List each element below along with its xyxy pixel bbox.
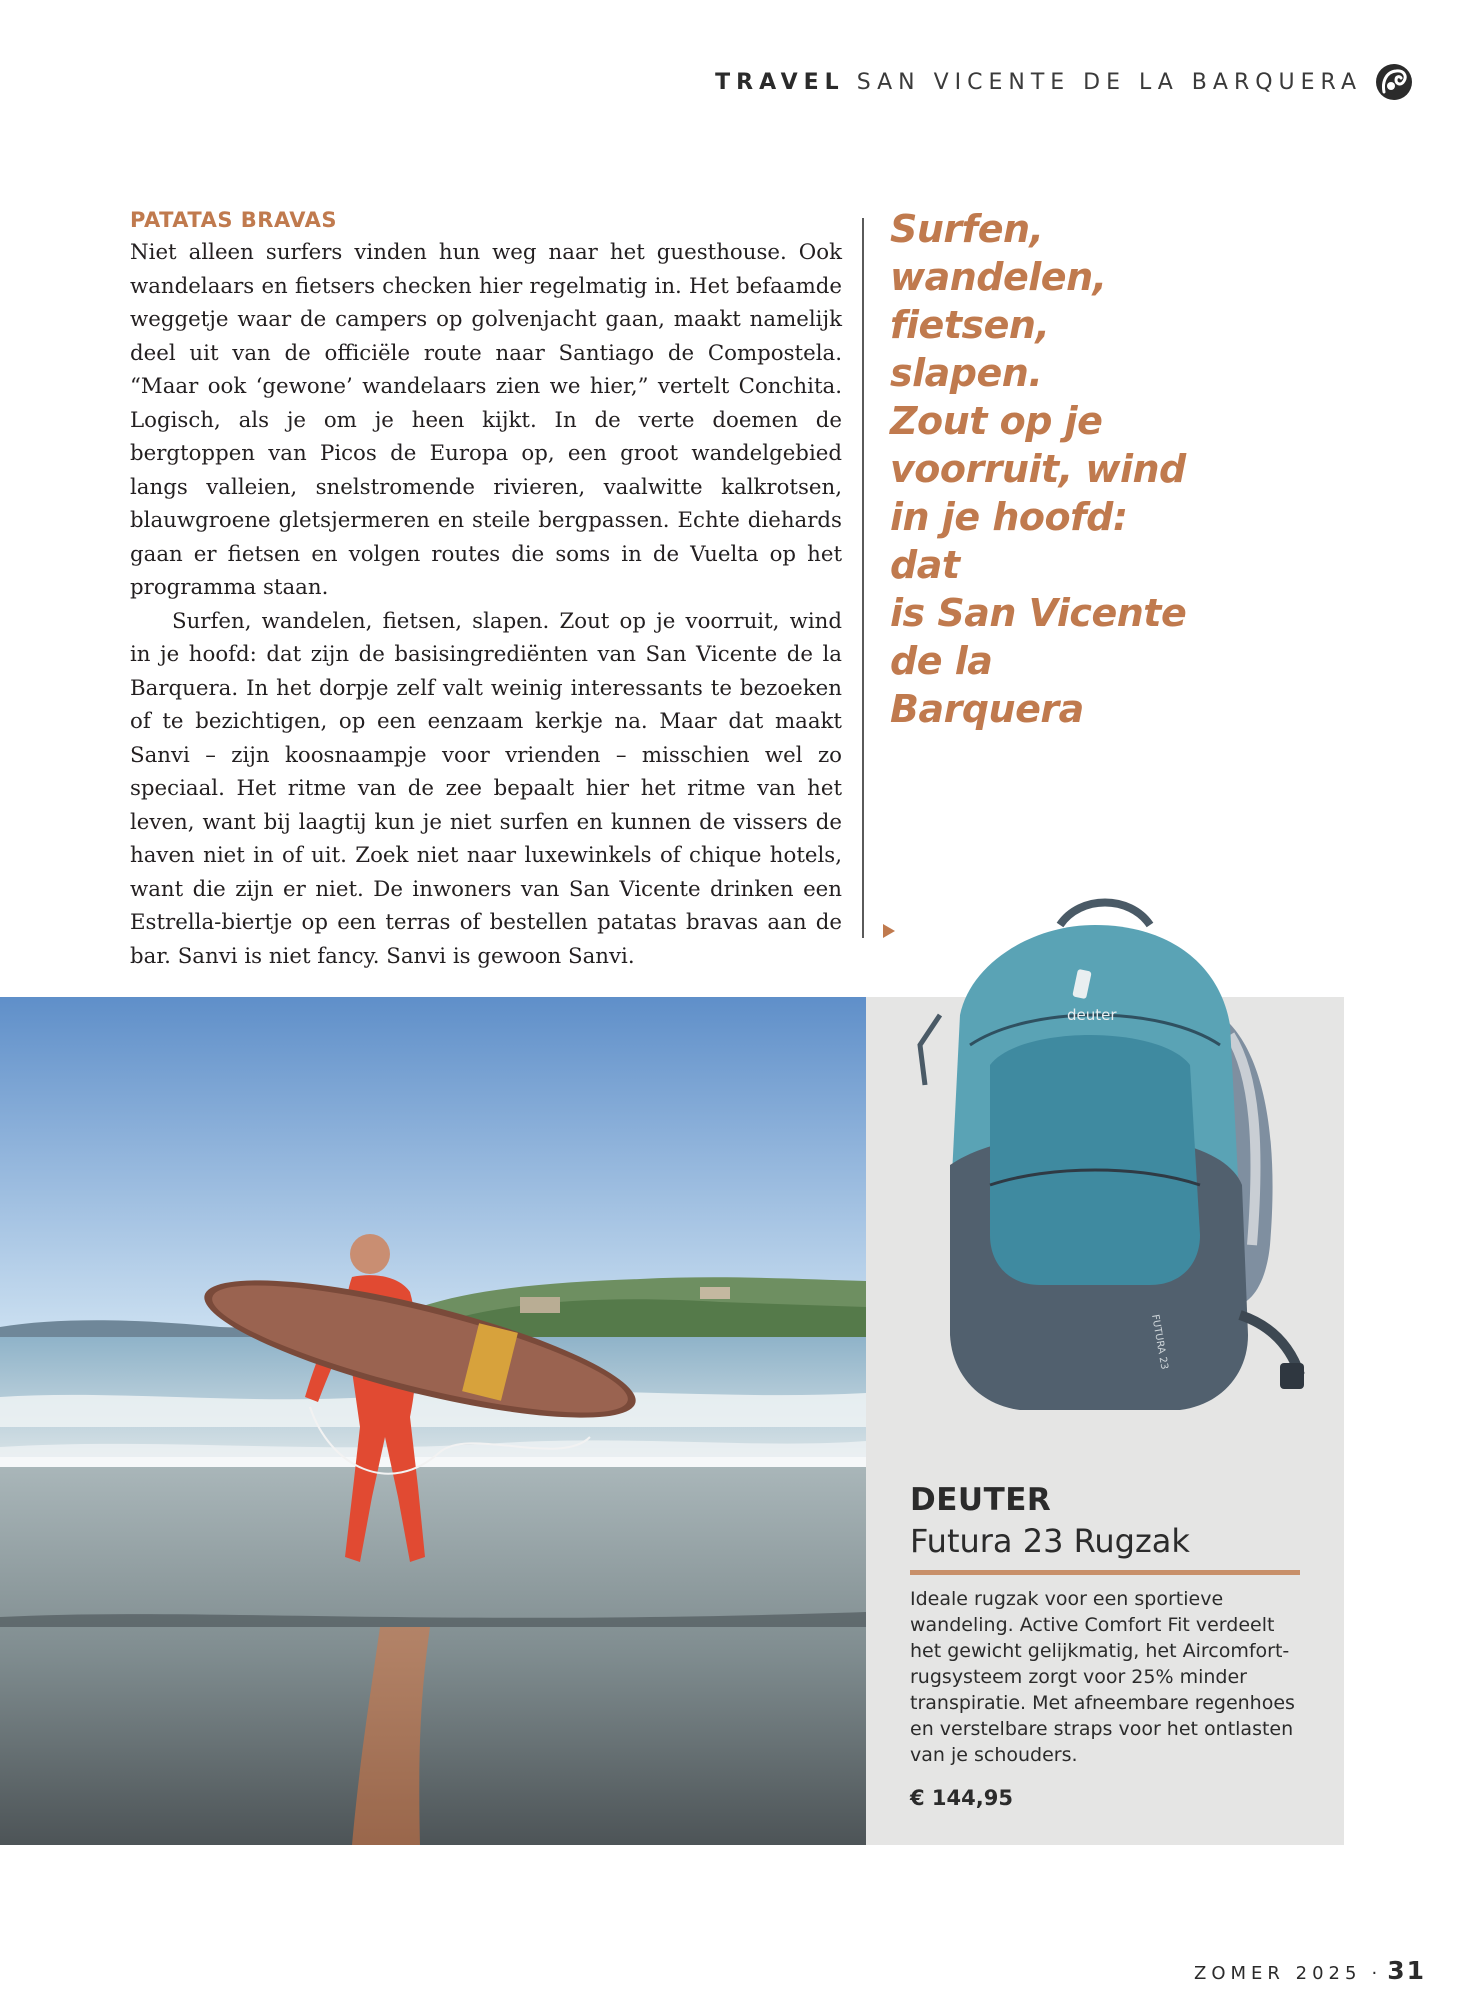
article-paragraph: Surfen, wandelen, fietsen, slapen. Zout op je voorruit, wind in je hoofd: dat zijn de basisingrediënten van San Vicente de la Barquera. In het dorpje zelf valt weinig interessants te bezoeken of te bezichtigen, op een eenzaam kerkje na. Maar dat maakt Sanvi – zijn koosnaampje voor vrienden – misschien wel zo speciaal. Het ritme van de zee bepaalt hier het ritme van het leven, want bij laagtij kun je niet surfen en kunnen de vissers de haven niet in of uit. Zoek niet naar luxewinkels of chique hotels, want die zijn er niet. De inwoners van San Vicente drinken een Estrella-biertje op een terras of bestellen patatas bravas aan de bar. Sanvi is niet fancy. Sanvi is gewoon Sanvi. — [130, 608, 842, 969]
page-number: 31 — [1387, 1956, 1426, 1985]
pull-quote-line: is San Vicente — [890, 591, 1187, 635]
page-folio — [1194, 1956, 1426, 1985]
place-label: SAN VICENTE DE LA BARQUERA — [856, 69, 1362, 95]
pull-quote-line: Surfen, — [890, 207, 1044, 251]
article-text — [130, 236, 842, 973]
product-description: Ideale rugzak voor een sportieve wandeling. Active Comfort Fit verdeelt het gewicht gelijkmatig, het Aircomfort-rugsysteem zorgt voor 25% minder transpiratie. Met afneembare regenhoes en verstelbare straps voor het ontlasten van je schouders. — [910, 1588, 1295, 1766]
product-price: € 144,95 — [910, 1786, 1013, 1810]
pull-quote — [890, 205, 1190, 733]
pull-quote-line: voorruit, wind — [890, 447, 1186, 491]
issue-label: ZOMER 2025 — [1194, 1963, 1362, 1984]
product-brand: DEUTER — [910, 1482, 1052, 1518]
pull-quote-line: in je hoofd: dat — [890, 495, 1128, 587]
backpack-logo: deuter — [1067, 1006, 1117, 1024]
pull-quote-line: wandelen, — [890, 255, 1107, 299]
pull-quote-line: Zout op je — [890, 399, 1103, 443]
column-divider — [862, 218, 864, 938]
pull-quote-line: fietsen, slapen. — [890, 303, 1050, 395]
folio-separator: · — [1371, 1963, 1378, 1984]
backpack-side-print: FUTURA 23 — [1149, 1313, 1170, 1371]
product-divider — [910, 1570, 1300, 1575]
article-body — [130, 208, 842, 973]
squirrel-logo-icon — [1374, 62, 1414, 102]
article-subhead: PATATAS BRAVAS — [130, 208, 337, 232]
running-head — [715, 62, 1414, 102]
surfer-photo — [0, 997, 866, 1845]
section-label: TRAVEL — [715, 69, 845, 95]
product-model: Futura 23 Rugzak — [910, 1522, 1190, 1560]
article-paragraph: Niet alleen surfers vinden hun weg naar het guesthouse. Ook wandelaars en fietsers checken hier regelmatig in. Het befaamde weggetje waar de campers op golvenjacht gaan, maakt namelijk deel uit van de officiële route naar Santiago de Compostela. “Maar ook ‘gewone’ wandelaars zien we hier,” vertelt Conchita. Logisch, als je om je heen kijkt. In de verte doemen de bergtoppen van Picos de Europa op, een groot wandelgebied langs valleien, snelstromende rivieren, vaalwitte kalkrotsen, blauwgroene gletsjermeren en steile bergpassen. Echte diehards gaan er fietsen en volgen routes die soms in de Vuelta op het programma staan. — [130, 240, 842, 600]
backpack-image — [880, 885, 1310, 1455]
pull-quote-line: de la Barquera — [890, 639, 1084, 731]
